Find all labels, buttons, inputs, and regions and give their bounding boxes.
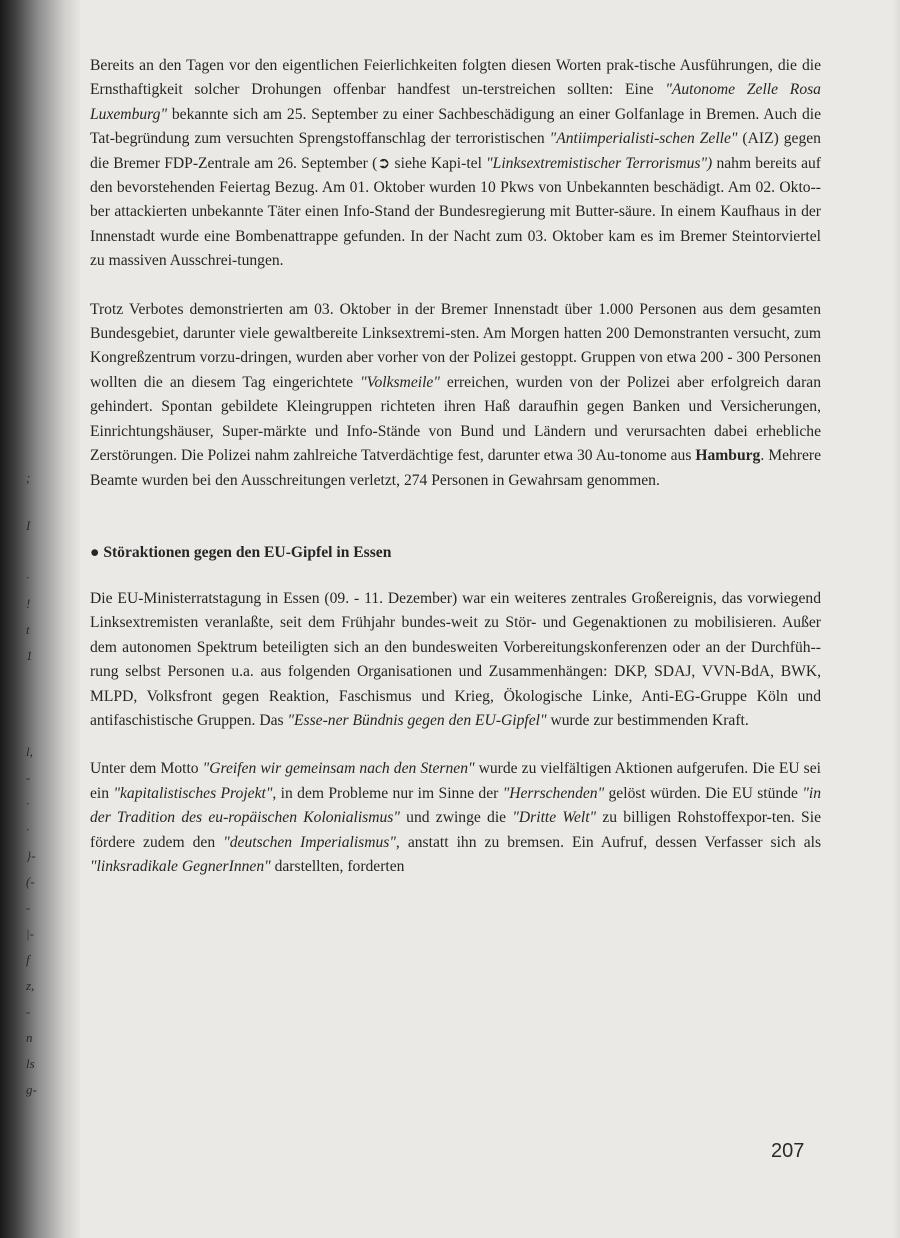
facing-page-fragment: t — [26, 622, 30, 637]
facing-page-fragment: - — [26, 900, 31, 915]
book-gutter-shadow — [0, 0, 80, 1238]
quoted-term: "Volksmeile" — [360, 373, 440, 391]
quoted-term: "Esse-ner Bündnis gegen den EU-Gipfel" — [287, 711, 547, 729]
quoted-term: "linksradikale GegnerInnen" — [90, 857, 271, 875]
quoted-term: "Autonome Zelle Rosa Luxemburg" — [90, 81, 821, 123]
section-heading: ● Störaktionen gegen den EU-Gipfel in Essen — [90, 543, 392, 561]
quoted-term: "Dritte Welt" — [512, 809, 597, 827]
facing-page-fragment: n — [26, 1030, 33, 1045]
facing-page-fragment: ls — [26, 1056, 35, 1071]
facing-page-fragment: - — [26, 1004, 31, 1019]
facing-page-fragment: l, — [26, 744, 33, 759]
facing-page-fragment: · — [26, 570, 30, 585]
facing-page-fragment: 1 — [26, 648, 33, 663]
paragraph-eu-summit: Die EU-Ministerratstagung in Essen (09. - 11. Dezember) war ein weiteres zentrales Großereignis, das vorwiegend Linksextremisten veranlaßte, seit dem Frühjahr bundes-weit zu Stör- und Gegenaktionen zu mobilisieren. Außer dem autonomen Spektrum beteiligten sich an den bundesweiten Vorbereitungskonferenzen oder an der Durchfüh-rung selbst Personen u.a. aus folgenden Organisationen und Zusammenhängen: DKP, SDAJ, VVN-BdA, BWK, MLPD, Volksfront gegen Reaktion, Faschismus und Krieg, Ökologische Linke, Anti-EG-Gruppe Köln und antifaschistische Gruppen. Das "Esse-ner Bündnis gegen den EU-Gipfel" wurde zur bestimmenden Kraft. — [90, 589, 821, 729]
facing-page-fragment: ; — [26, 470, 31, 485]
emphasized-place: Hamburg — [695, 447, 761, 465]
facing-page-fragment: z, — [26, 978, 35, 993]
facing-page-fragment: (- — [26, 874, 35, 889]
chapter-reference: "Linksextremistischer Terrorismus") — [486, 154, 713, 172]
page-body — [90, 54, 821, 879]
facing-page-fragment: · — [26, 822, 30, 837]
quoted-term: "Antiimperialisti-schen Zelle" — [549, 130, 738, 148]
facing-page-fragment: ! — [26, 596, 31, 611]
page-number: 207 — [771, 1140, 805, 1162]
quoted-term: "in der Tradition des eu-ropäischen Kolonialismus" — [90, 784, 821, 827]
page-edge-shade — [892, 0, 900, 1238]
paragraph-october-demonstration: Trotz Verbotes demonstrierten am 03. Oktober in der Bremer Innenstadt über 1.000 Personen aus dem gesamten Bundesgebiet, darunter viele gewaltbereite Linksextremi-sten. Am Morgen hatten 200 Demonstranten versucht, zum Kongreßzentrum vorzu-dringen, wurden aber vorher von der Polizei gestoppt. Gruppen von etwa 200 - 300 Personen wollten die an diesem Tag eingerichtete "Volksmeile" erreichen, wurden von der Polizei aber erfolgreich daran gehindert. Spontan gebildete Kleingruppen richteten ihren Haß daraufhin gegen Banken und Versicherungen, Einrichtungshäuser, Super-märkte und Info-Stände von Bund und Ländern und verursachten dabei erhebliche Zerstörungen. Die Polizei nahm zahlreiche Tatverdächtige fest, darunter etwa 30 Au-tonome aus Hamburg. Mehrere Beamte wurden bei den Ausschreitungen verletzt, 274 Personen in Gewahrsam genommen. — [90, 300, 822, 489]
quoted-term: "deutschen Imperialismus" — [223, 833, 396, 851]
cross-reference-arrow-icon: ➲ — [377, 154, 391, 172]
quoted-term: "Herrschenden" — [502, 784, 605, 802]
paragraph-motto: Unter dem Motto "Greifen wir gemeinsam nach den Sternen" wurde zu vielfältigen Aktionen aufgerufen. Die EU sei ein "kapitalistisches Projekt", in dem Probleme nur im Sinne der "Herrschenden" gelöst würden. Die EU stünde "in der Tradition des eu-ropäischen Kolonialismus" und zwinge die "Dritte Welt" zu billigen Rohstoffexpor-ten. Sie fördere zudem den "deutschen Imperialismus", anstatt ihn zu bremsen. Ein Aufruf, dessen Verfasser sich als "linksradikale GegnerInnen" darstellten, forderten — [90, 760, 822, 875]
quoted-term: "Greifen wir gemeinsam nach den Sternen" — [202, 760, 475, 778]
facing-page-fragment: |- — [26, 926, 34, 941]
facing-page-fragment: · — [26, 796, 30, 811]
facing-page-fragment: f — [26, 952, 30, 967]
quoted-term: "kapitalistisches Projekt" — [113, 784, 273, 802]
paragraph-bremen-actions: Bereits an den Tagen vor den eigentlichen Feierlichkeiten folgten diesen Worten prak-tische Ausführungen, die die Ernsthaftigkeit solcher Drohungen offenbar handfest un-terstreichen sollten: Eine "Autonome Zelle Rosa Luxemburg" bekannte sich am 25. September zu einer Sachbeschädigung an einer Golfanlage in Bremen. Auch die Tat-begründung zum versuchten Sprengstoffanschlag der terroristischen "Antiimperialisti-schen Zelle" (AIZ) gegen die Bremer FDP-Zentrale am 26. September (➲ siehe Kapi-tel "Linksextremistischer Terrorismus") nahm bereits auf den bevorstehenden Feiertag Bezug. Am 01. Oktober wurden 10 Pkws von Unbekannten beschädigt. Am 02. Okto-ber attackierten unbekannte Täter einen Info-Stand der Bundesregierung mit Butter-säure. In einem Kaufhaus in der Innenstadt wurde eine Bombenattrappe gefunden. In der Nacht zum 03. Oktober kam es im Bremer Steintorviertel zu massiven Ausschrei-tungen. — [90, 57, 821, 270]
facing-page-fragment: }- — [26, 848, 36, 863]
facing-page-fragment: I — [26, 518, 31, 533]
facing-page-fragment: g- — [26, 1082, 37, 1097]
facing-page-fragment: - — [26, 770, 31, 785]
